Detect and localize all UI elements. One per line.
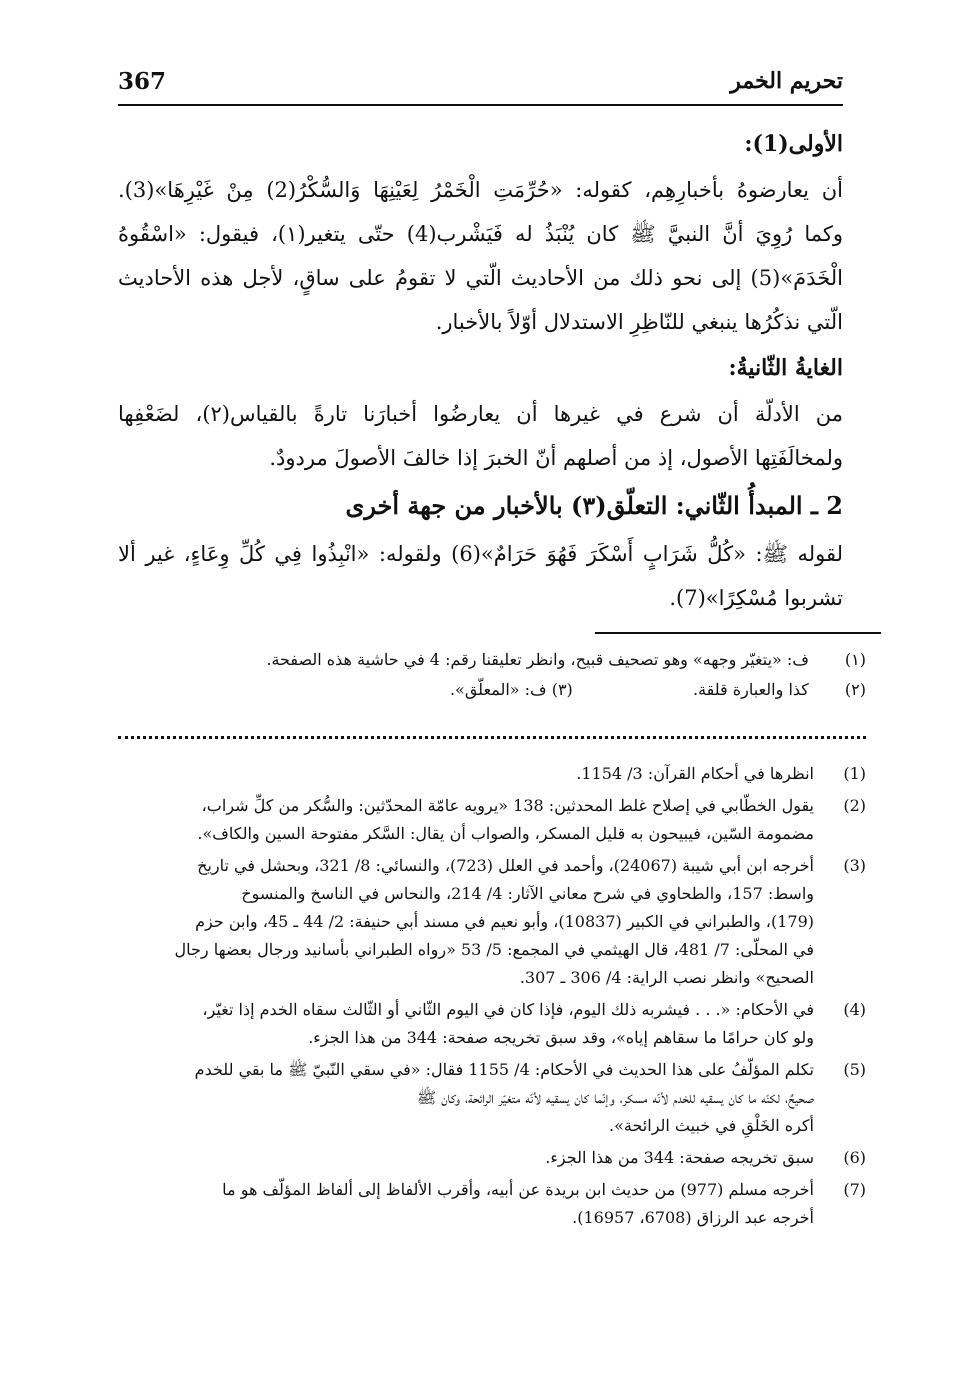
body-line: أن يعارضوهُ بأخبارِهِم، كقوله: «حُرِّمَتِ الْخَمْرُ لِعَيْنِهَا وَالسُّكْرُ(2) مِنْ غَيْرِهَا»(3). <box>118 178 843 202</box>
note-item <box>118 792 866 848</box>
header-rule <box>118 104 843 106</box>
note-line: واسط: 157، والطحاوي في شرح معاني الآثار: 4/ 214، والنحاس في الناسخ والمنسوخ <box>241 884 814 903</box>
footnote-number: (٢) <box>844 680 866 699</box>
heading-first: الأولى(1): <box>744 131 843 157</box>
footnote-text: كذا والعبارة قلقة. <box>692 680 809 699</box>
body-line: الْخَدَمَ»(5) إلى نحو ذلك من الأحاديث الّتي لا تقومُ على ساقٍ، لأجل هذه الأحاديث <box>118 266 843 290</box>
footnote <box>118 675 866 705</box>
editor-notes <box>118 760 866 1236</box>
note-number: (2) <box>843 796 866 815</box>
note-item <box>118 852 866 992</box>
note-line: أخرجه مسلم (977) من حديث ابن بريدة عن أبيه، وأقرب الألفاظ إلى ألفاظ المؤلّف هو ما <box>222 1180 814 1199</box>
note-line: ولو كان حرامًا ما سقاهم إياه»، وقد سبق تخريجه صفحة: 344 من هذا الجزء. <box>308 1028 814 1047</box>
page-number: 367 <box>118 68 167 95</box>
body-line: لقوله ﷺ: «كُلُّ شَرَابٍ أَسْكَرَ فَهُوَ حَرَامٌ»(6) ولقوله: «انْبِذُوا فِي كُلِّ وِعَاءٍ، غير ألا <box>118 542 843 566</box>
note-item <box>118 1144 866 1172</box>
page-footnotes <box>118 645 866 705</box>
note-line: في المحلّى: 7/ 481، قال الهيثمي في المجمع: 5/ 53 «رواه الطبراني بأسانيد ورجال بعضها رجال <box>174 940 814 959</box>
note-line: في الأحكام: «. . . فيشربه ذلك اليوم، فإذا كان في اليوم الثّاني أو الثّالث سقاه الخدم إذا تغيّر، <box>202 1000 814 1019</box>
note-item <box>118 1056 866 1140</box>
footnote-text: ف: «المعلّق». <box>449 680 547 699</box>
note-line: يقول الخطّابي في إصلاح غلط المحدثين: 138 «يرويه عامّة المحدّثين: والسُّكر من كلِّ شراب، <box>201 796 814 815</box>
footnote-rule <box>595 632 881 634</box>
body-line: ولمخالَفَتِها الأصول، إذ من أصلهم أنّ الخبرَ إذا خالفَ الأصولَ مردودٌ. <box>269 446 843 470</box>
note-item <box>118 760 866 788</box>
footnote-number: (١) <box>844 650 866 669</box>
note-line: سبق تخريجه صفحة: 344 من هذا الجزء. <box>545 1148 814 1167</box>
note-line: (179)، والطبراني في الكبير (10837)، وأبو نعيم في مسند أبي حنيفة: 2/ 44 ـ 45، وابن حزم <box>195 912 814 931</box>
section-heading: 2 ـ المبدأُ الثّاني: التعلّق(٣) بالأخبار من جهة أخرى <box>345 491 843 520</box>
footnote-number: (٣) <box>551 680 573 699</box>
dotted-separator <box>118 736 866 739</box>
note-line: أخرجه عبد الرزاق (6708، 16957). <box>572 1208 814 1227</box>
note-number: (3) <box>843 856 866 875</box>
note-line: تكلم المؤلّفُ على هذا الحديث في الأحكام: 4/ 1155 فقال: «في سقي النّبيّ ﷺ ما بقي للخدم <box>194 1060 814 1079</box>
body-line: تشربوا مُسْكِرًا»(7). <box>669 586 843 610</box>
running-title: تحريم الخمر <box>730 68 843 94</box>
note-line: صحيحٌ، لكنّه ما كان يسقيه للخدم لأنّه مسكر، وإنّما كان يسقيه لأنّه متغيّر الرائحة، وكان ﷺ <box>416 1088 814 1107</box>
note-number: (4) <box>843 1000 866 1019</box>
note-number: (1) <box>843 764 866 783</box>
note-line: أخرجه ابن أبي شيبة (24067)، وأحمد في العلل (723)، والنسائي: 8/ 321، وبحشل في تاريخ <box>197 856 814 875</box>
note-line: مضمومة السّين، فيبيحون به قليل المسكر، والصواب أن يقال: السَّكر مفتوحة السين والكاف». <box>197 824 814 843</box>
note-line: انظرها في أحكام القرآن: 3/ 1154. <box>576 764 814 783</box>
note-line: الصحيح» وانظر نصب الراية: 4/ 306 ـ 307. <box>519 968 814 987</box>
body-line: وكما رُوِيَ أنَّ النبيَّ ﷺ كان يُنْبَذُ له فَيَشْرب(4) حتّى يتغير(١)، فيقول: «اسْقُوهُ <box>118 222 843 246</box>
body-line: الّتي نذكُرُها ينبغي للنّاظِرِ الاستدلال أوّلاً بالأخبار. <box>435 310 843 334</box>
note-number: (5) <box>843 1060 866 1079</box>
footnote-text: ف: «يتغيّر وجهه» وهو تصحيف قبيح، وانظر تعليقنا رقم: 4 في حاشية هذه الصفحة. <box>266 650 809 669</box>
footnote <box>118 645 866 675</box>
note-number: (7) <box>843 1180 866 1199</box>
note-number: (6) <box>843 1148 866 1167</box>
note-item <box>118 996 866 1052</box>
heading-second-goal: الغايةُ الثّانيةُ: <box>728 355 843 381</box>
main-text <box>118 120 843 620</box>
note-item <box>118 1176 866 1232</box>
note-line: أكره الخَلْقِ في خبيث الرائحة». <box>609 1116 814 1135</box>
body-line: من الأدلّة أن شرع في غيرها أن يعارضُوا أخبارَنا تارةً بالقياس(٢)، لضَعْفِها <box>118 402 843 426</box>
